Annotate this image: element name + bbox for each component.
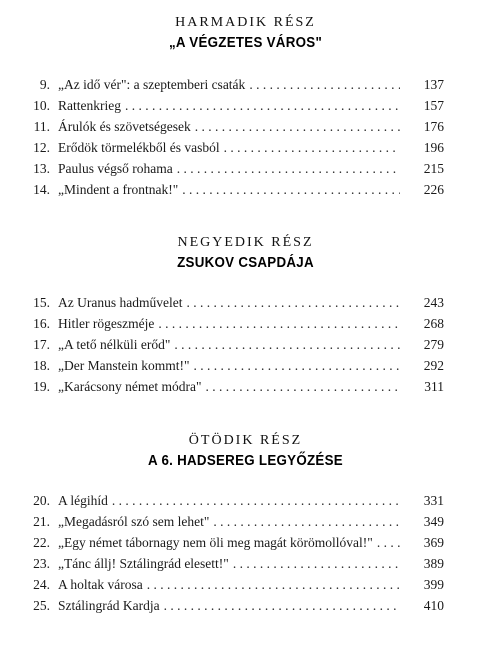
dot-leader — [164, 595, 400, 616]
chapter-number: 19. — [33, 379, 50, 394]
page-number: 176 — [423, 119, 444, 134]
dot-leader — [182, 179, 400, 200]
dot-leader — [195, 116, 400, 137]
dot-leader — [186, 292, 400, 313]
toc-entry[interactable] — [0, 137, 491, 158]
part-title: „A VÉGZETES VÁROS" — [168, 35, 323, 51]
toc-section-3 — [0, 74, 491, 200]
toc-entry[interactable] — [0, 553, 491, 574]
page-number: 311 — [424, 379, 444, 394]
toc-entry[interactable] — [0, 292, 491, 313]
chapter-number: 20. — [33, 493, 50, 508]
toc-entry[interactable] — [0, 355, 491, 376]
part-header-5 — [0, 432, 491, 471]
page-number: 389 — [423, 556, 444, 571]
chapter-number: 9. — [39, 77, 50, 92]
toc-entry[interactable] — [0, 116, 491, 137]
part-header-4 — [0, 234, 491, 273]
chapter-title: Árulók és szövetségesek — [58, 119, 191, 134]
dot-leader — [125, 95, 400, 116]
chapter-number: 25. — [33, 598, 50, 613]
dot-leader — [224, 137, 400, 158]
toc-entry[interactable] — [0, 574, 491, 595]
dot-leader — [205, 376, 400, 397]
toc-entry[interactable] — [0, 511, 491, 532]
chapter-number: 16. — [33, 316, 50, 331]
chapter-title: Paulus végső rohama — [58, 161, 173, 176]
chapter-title: Erődök törmelékből és vasból — [58, 140, 220, 155]
chapter-number: 12. — [33, 140, 50, 155]
chapter-title: „Tánc állj! Sztálingrád elesett!" — [58, 556, 229, 571]
toc-entry[interactable] — [0, 95, 491, 116]
chapter-title: Rattenkrieg — [58, 98, 121, 113]
page-number: 369 — [423, 535, 444, 550]
toc-section-4 — [0, 292, 491, 397]
part-label: NEGYEDIK RÉSZ — [177, 235, 314, 250]
chapter-number: 22. — [33, 535, 50, 550]
toc-entry[interactable] — [0, 179, 491, 200]
part-label: ÖTÖDIK RÉSZ — [188, 433, 303, 448]
chapter-number: 24. — [33, 577, 50, 592]
toc-entry[interactable] — [0, 490, 491, 511]
dot-leader — [147, 574, 400, 595]
page-number: 243 — [423, 295, 444, 310]
chapter-number: 13. — [33, 161, 50, 176]
part-header-3 — [0, 14, 491, 53]
chapter-number: 15. — [33, 295, 50, 310]
toc-entry[interactable] — [0, 595, 491, 616]
chapter-number: 11. — [33, 119, 50, 134]
chapter-title: „Mindent a frontnak!" — [58, 182, 179, 197]
dot-leader — [213, 511, 400, 532]
chapter-title: „Karácsony német módra" — [58, 379, 202, 394]
page-number: 292 — [423, 358, 444, 373]
toc-entry[interactable] — [0, 74, 491, 95]
chapter-title: A légihíd — [58, 493, 108, 508]
toc-entry[interactable] — [0, 313, 491, 334]
part-title: A 6. HADSEREG LEGYŐZÉSE — [148, 453, 343, 469]
dot-leader — [249, 74, 400, 95]
part-label: HARMADIK RÉSZ — [175, 15, 316, 30]
toc-entry[interactable] — [0, 532, 491, 553]
chapter-number: 17. — [33, 337, 50, 352]
page-number: 215 — [423, 161, 444, 176]
chapter-number: 21. — [33, 514, 50, 529]
page-number: 279 — [423, 337, 444, 352]
chapter-number: 14. — [33, 182, 50, 197]
chapter-title: Az Uranus hadművelet — [58, 295, 183, 310]
toc-entry[interactable] — [0, 334, 491, 355]
dot-leader — [193, 355, 400, 376]
dot-leader — [233, 553, 400, 574]
page-number: 226 — [423, 182, 444, 197]
chapter-title: „Megadásról szó sem lehet" — [58, 514, 210, 529]
page-number: 349 — [423, 514, 444, 529]
page-number: 399 — [423, 577, 444, 592]
toc-entry[interactable] — [0, 376, 491, 397]
toc-section-5 — [0, 490, 491, 616]
page-number: 157 — [423, 98, 444, 113]
chapter-title: „Az idő vér": a szeptemberi csaták — [58, 77, 246, 92]
dot-leader — [112, 490, 400, 511]
dot-leader — [177, 158, 400, 179]
chapter-number: 18. — [33, 358, 50, 373]
dot-leader — [158, 313, 400, 334]
chapter-title: „A tető nélküli erőd" — [58, 337, 171, 352]
part-title: ZSUKOV CSAPDÁJA — [177, 255, 314, 271]
page-number: 137 — [423, 77, 444, 92]
page-number: 410 — [423, 598, 444, 613]
chapter-number: 23. — [33, 556, 50, 571]
chapter-title: Hitler rögeszméje — [58, 316, 155, 331]
chapter-title: „Egy német tábornagy nem öli meg magát körömollóval!" — [58, 535, 373, 550]
chapter-title: „Der Manstein kommt!" — [58, 358, 190, 373]
dot-leader — [377, 532, 400, 553]
page-number: 268 — [423, 316, 444, 331]
page-number: 196 — [423, 140, 444, 155]
chapter-title: Sztálingrád Kardja — [58, 598, 160, 613]
toc-entry[interactable] — [0, 158, 491, 179]
dot-leader — [174, 334, 400, 355]
chapter-title: A holtak városa — [58, 577, 143, 592]
chapter-number: 10. — [33, 98, 50, 113]
page-number: 331 — [423, 493, 444, 508]
